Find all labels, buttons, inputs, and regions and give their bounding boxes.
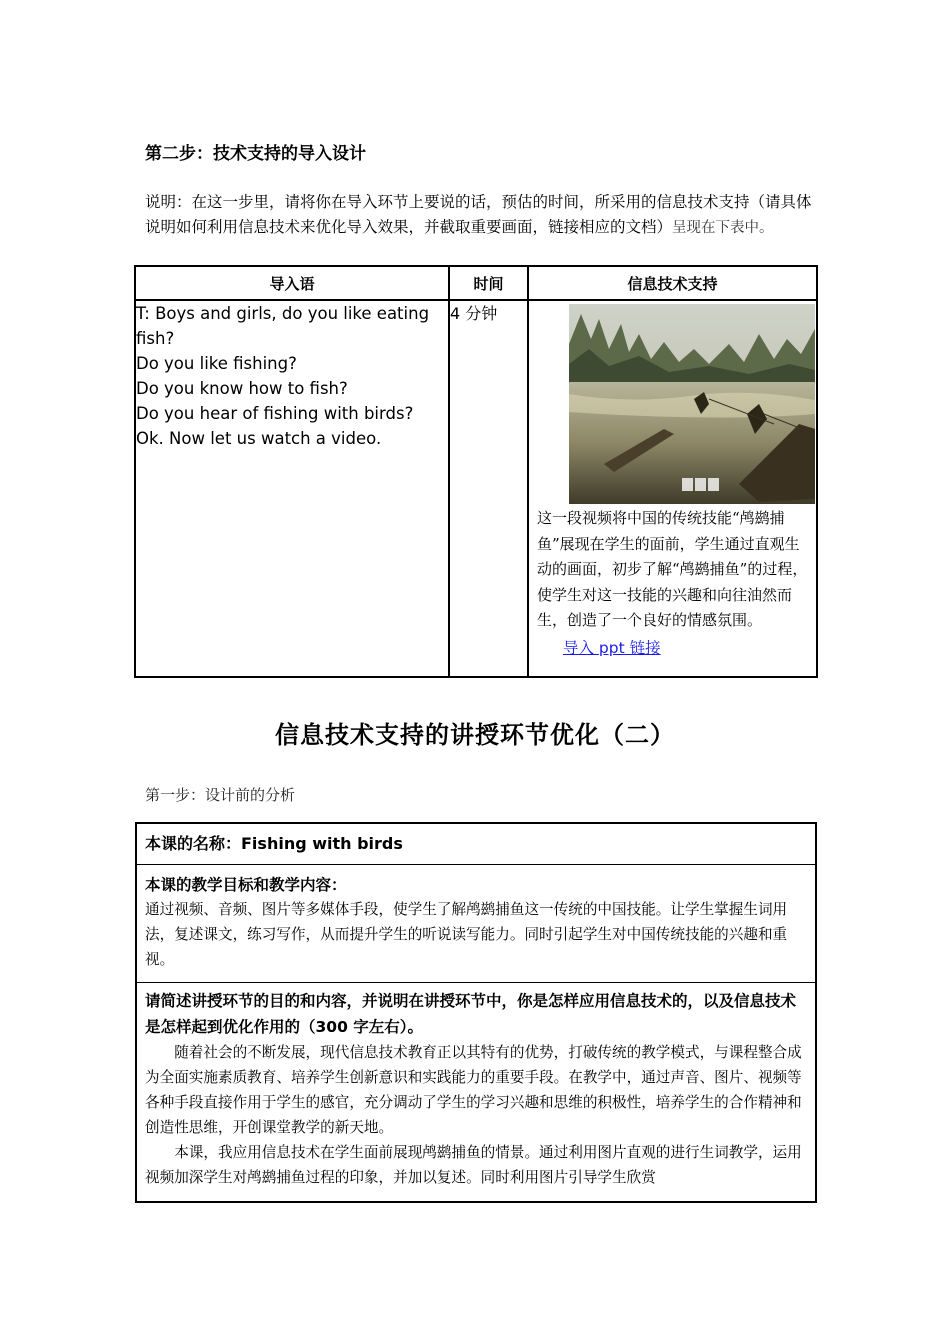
header-intro-words: 导入语 (135, 266, 449, 300)
bbc-watermark (682, 478, 719, 491)
goals-section (137, 865, 815, 983)
section-title: 信息技术支持的讲授环节优化（二） (275, 721, 675, 749)
intro-design-table (134, 265, 818, 678)
dialog-line: fish? (136, 329, 175, 348)
instruction-text (145, 190, 815, 241)
teaching-paragraph-2: 本课，我应用信息技术在学生面前展现鸬鹚捕鱼的情景。通过利用图片直观的进行生词教学，运用视频加深学生对鸬鹚捕鱼过程的印象，并加以复述。同时利用图片引导学生欣赏 (145, 1144, 802, 1186)
header-time: 时间 (449, 266, 528, 300)
teaching-question: 请简述讲授环节的目的和内容，并说明在讲授环节中，你是怎样应用信息技术的，以及信息技术是怎样起到优化作用的（300 字左右）。 (145, 992, 797, 1036)
goals-text: 通过视频、音频、图片等多媒体手段，使学生了解鸬鹚捕鱼这一传统的中国技能。让学生掌握生词用法，复述课文，练习写作，从而提升学生的听说读写能力。同时引起学生对中国传统技能的兴趣和重视。 (145, 901, 788, 968)
header-it-support: 信息技术支持 (528, 266, 817, 300)
dialog-line: T: Boys and girls, do you like eating (136, 304, 430, 323)
step-one-title: 第一步：设计前的分析 (145, 786, 296, 804)
dialog-line: Ok. Now let us watch a video. (136, 429, 382, 448)
dialog-line: Do you know how to fish? (136, 379, 348, 398)
it-support-cell (528, 300, 817, 677)
step-two-title: 第二步：技术支持的导入设计 (145, 144, 366, 164)
instruction-main: 说明：在这一步里，请将你在导入环节上要说的话，预估的时间，所采用的信息技术支持（请具体说明如何利用信息技术来优化导入效果，并截取重要画面，链接相应的文档） (145, 193, 812, 236)
dialog-line: Do you like fishing? (136, 354, 297, 373)
intro-dialog-cell (135, 300, 449, 677)
analysis-table (135, 822, 817, 1203)
teaching-section (137, 983, 815, 1190)
teaching-paragraph-1: 随着社会的不断发展，现代信息技术教育正以其特有的优势，打破传统的教学模式，与课程整合成为全面实施素质教育、培养学生创新意识和实践能力的重要手段。在教学中，通过声音、图片、视频等各种手段直接作用于学生的感官，充分调动了学生的学习兴趣和思维的积极性，培养学生的合作精神和创造性思维，开创课堂教学的新天地。 (145, 1044, 802, 1136)
dialog-line: Do you hear of fishing with birds? (136, 404, 414, 423)
time-cell: 4 分钟 (449, 300, 528, 677)
instruction-tail: 呈现在下表中。 (672, 220, 774, 236)
cormorant-fishing-image (569, 304, 815, 504)
goals-heading: 本课的教学目标和教学内容： (145, 876, 347, 894)
lesson-name: 本课的名称：Fishing with birds (137, 824, 815, 865)
it-support-description: 这一段视频将中国的传统技能“鸬鹚捕鱼”展现在学生的面前，学生通过直观生动的画面，初步了解“鸬鹚捕鱼”的过程，使学生对这一技能的兴趣和向往油然而生，创造了一个良好的情感氛围。 (537, 509, 808, 629)
intro-ppt-link[interactable]: 导入 ppt 链接 (563, 638, 661, 657)
